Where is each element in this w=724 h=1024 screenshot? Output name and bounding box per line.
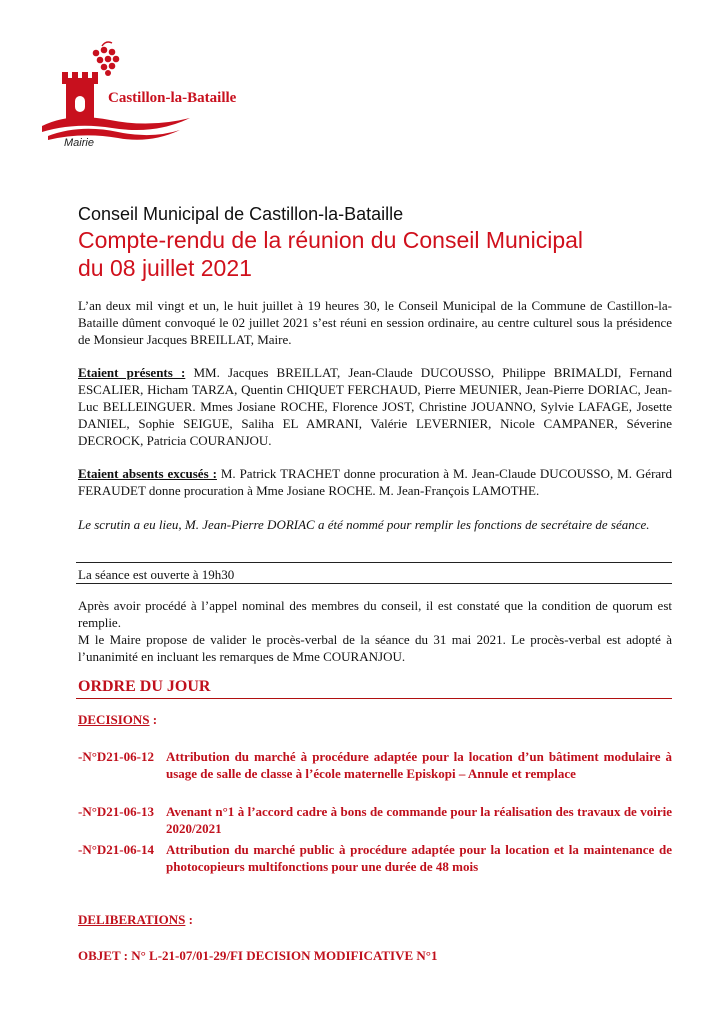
- absents-paragraph: [78, 465, 672, 499]
- report-title-line2: du 08 juillet 2021: [78, 255, 252, 281]
- scrutin-paragraph: Le scrutin a eu lieu, M. Jean-Pierre DORIAC a été nommé pour remplir les fonctions de secrétaire de séance.: [78, 517, 650, 532]
- decision-item: [78, 803, 672, 837]
- decisions-suffix: :: [149, 712, 158, 727]
- logo-subtitle: Mairie: [64, 137, 94, 149]
- report-title-line1: Compte-rendu de la réunion du Conseil Municipal: [78, 227, 584, 253]
- decision-text: Attribution du marché public à procédure adaptée pour la location et la maintenance de photocopieurs multifonctions pour une durée de 48 mois: [166, 842, 672, 874]
- town-logo: [40, 40, 260, 160]
- decision-number: -N°D21-06-12: [78, 749, 154, 764]
- decision-item: [78, 841, 672, 875]
- presents-label: Etaient présents :: [78, 365, 186, 380]
- absents-text: M. Patrick TRACHET donne procuration à M. Jean-Claude DUCOUSSO, M. Gérard FERAUDET donne procuration à Mme Josiane ROCHE. M. Jean-François LAMOTHE.: [78, 466, 672, 498]
- decision-text: Avenant n°1 à l’accord cadre à bons de commande pour la réalisation des travaux de voirie 2020/2021: [166, 804, 672, 836]
- deliberations-suffix: :: [185, 912, 193, 927]
- deliberations-label: DELIBERATIONS: [78, 912, 186, 927]
- decision-item: [78, 748, 672, 782]
- decisions-label: DECISIONS: [78, 712, 150, 727]
- council-heading: Conseil Municipal de Castillon-la-Bataille: [78, 204, 404, 224]
- decision-text: Attribution du marché à procédure adaptée pour la location d’un bâtiment modulaire à usage de salle de classe à l’école maternelle Episkopi – Annule et remplace: [166, 749, 672, 781]
- quorum-paragraph: Après avoir procédé à l’appel nominal des membres du conseil, il est constaté que la condition de quorum est remplie.: [78, 598, 672, 630]
- intro-paragraph: L’an deux mil vingt et un, le huit juillet à 19 heures 30, le Conseil Municipal de la Commune de Castillon-la-Bataille dûment convoqué le 02 juillet 2021 s’est réuni en session ordinaire, au centre culturel sous la présidence de Monsieur Jacques BREILLAT, Maire.: [78, 298, 672, 347]
- report-title: [78, 226, 583, 282]
- decisions-heading: [78, 712, 157, 728]
- decision-number: -N°D21-06-14: [78, 842, 154, 857]
- divider-bottom: [76, 583, 672, 584]
- agenda-divider: [76, 698, 672, 699]
- objet-line: OBJET : N° L-21-07/01-29/FI DECISION MODIFICATIVE N°1: [78, 948, 438, 963]
- proces-verbal-paragraph: M le Maire propose de valider le procès-verbal de la séance du 31 mai 2021. Le procès-verbal est adopté à l’unanimité en incluant les remarques de Mme COURANJOU.: [78, 632, 672, 664]
- logo-town-name: Castillon-la-Bataille: [108, 90, 237, 106]
- divider-top: [76, 562, 672, 563]
- absents-label: Etaient absents excusés :: [78, 466, 217, 481]
- presents-paragraph: [78, 364, 672, 449]
- decision-number: -N°D21-06-13: [78, 804, 154, 819]
- agenda-heading: ORDRE DU JOUR: [78, 678, 211, 695]
- deliberations-heading: [78, 912, 193, 928]
- seance-opening: La séance est ouverte à 19h30: [78, 567, 235, 582]
- presents-text: MM. Jacques BREILLAT, Jean-Claude DUCOUSSO, Philippe BRIMALDI, Fernand ESCALIER, Hicham TARZA, Quentin CHIQUET FERCHAUD, Pierre MEUNIER, Jean-Pierre DORIAC, Jean-Luc BELLEINGUER. Mmes Josiane ROCHE, Florence JOST, Christine JOUANNO, Sylvie LAFAGE, Josette DANIEL, Sophie SEIGUE, Saliha EL AMRANI, Valérie LEVERNIER, Nicole CAMPANER, Séverine DECROCK, Patricia COURANJOU.: [78, 365, 672, 448]
